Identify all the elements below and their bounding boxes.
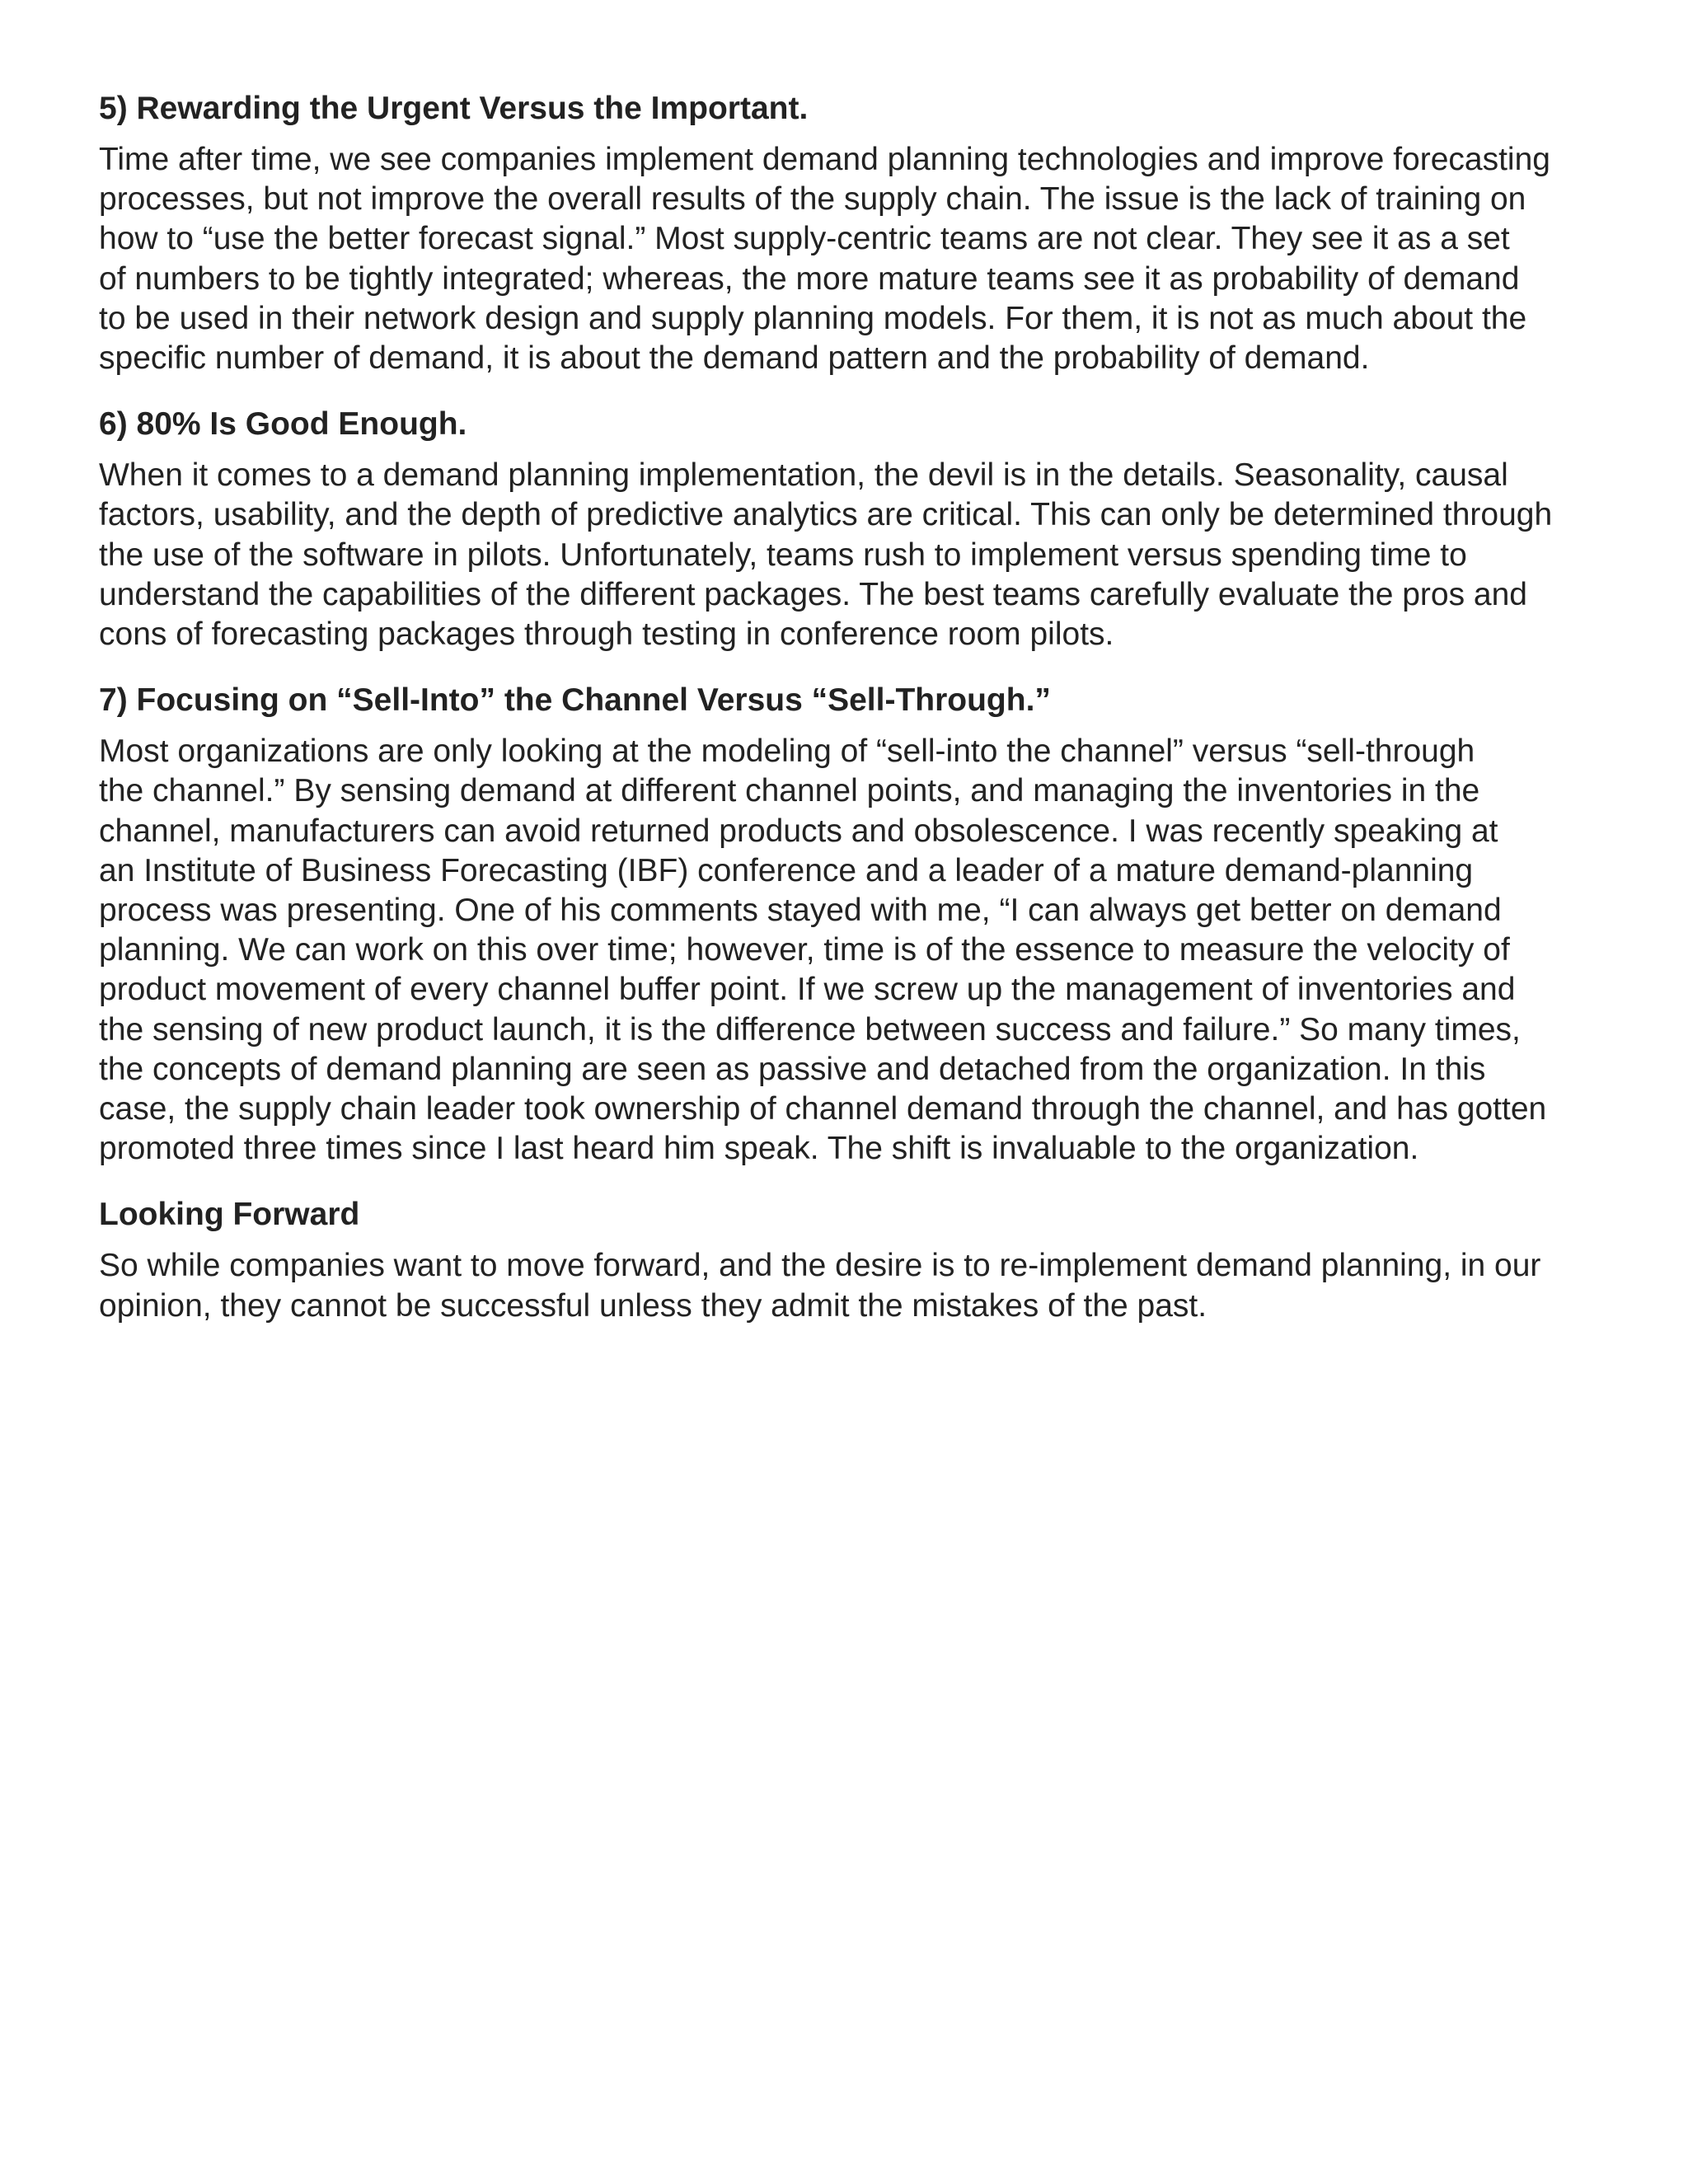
text-line: So while companies want to move forward, and the desire is to re-implement demand planning, in our	[99, 1248, 1541, 1284]
text-line: the use of the software in pilots. Unfortunately, teams rush to implement versus spending time to	[99, 537, 1467, 573]
text-line: the concepts of demand planning are seen as passive and detached from the organization. In this	[99, 1051, 1486, 1087]
section-heading: Looking Forward	[99, 1197, 360, 1233]
text-line: the channel.” By sensing demand at different channel points, and managing the inventories in the	[99, 773, 1480, 809]
section-heading: 7) Focusing on “Sell-Into” the Channel Versus “Sell-Through.”	[99, 682, 1051, 719]
text-line: planning. We can work on this over time; however, time is of the essence to measure the velocity of	[99, 932, 1510, 968]
text-line: Most organizations are only looking at the modeling of “sell-into the channel” versus “sell-through	[99, 733, 1475, 770]
text-line: opinion, they cannot be successful unless they admit the mistakes of the past.	[99, 1287, 1207, 1324]
text-line: to be used in their network design and supply planning models. For them, it is not as much about the	[99, 300, 1527, 336]
text-line: promoted three times since I last heard him speak. The shift is invaluable to the organization.	[99, 1131, 1419, 1167]
text-line: process was presenting. One of his comments stayed with me, “I can always get better on demand	[99, 893, 1502, 929]
document-page	[99, 89, 1607, 1352]
text-line: the sensing of new product launch, it is the difference between success and failure.” So many times,	[99, 1011, 1521, 1047]
text-line: processes, but not improve the overall results of the supply chain. The issue is the lack of training on	[99, 181, 1526, 218]
text-line: channel, manufacturers can avoid returned products and obsolescence. I was recently speaking at	[99, 813, 1498, 849]
section-paragraph	[99, 732, 1607, 1169]
text-line: how to “use the better forecast signal.” Most supply-centric teams are not clear. They see it as a set	[99, 221, 1510, 257]
section-paragraph	[99, 456, 1607, 654]
text-line: product movement of every channel buffer point. If we screw up the management of inventories and	[99, 972, 1516, 1008]
text-line: specific number of demand, it is about the demand pattern and the probability of demand.	[99, 340, 1370, 377]
section-heading: 5) Rewarding the Urgent Versus the Important.	[99, 91, 809, 126]
section-paragraph	[99, 140, 1607, 378]
section-looking-forward	[99, 1195, 1607, 1325]
section-good-enough	[99, 405, 1607, 654]
text-line: When it comes to a demand planning implementation, the devil is in the details. Seasonality, causal	[99, 457, 1508, 494]
text-line: understand the capabilities of the different packages. The best teams carefully evaluate the pros and	[99, 576, 1527, 612]
text-line: case, the supply chain leader took ownership of channel demand through the channel, and has gotten	[99, 1091, 1547, 1127]
section-paragraph	[99, 1246, 1607, 1325]
text-line: cons of forecasting packages through testing in conference room pilots.	[99, 616, 1114, 653]
text-line: an Institute of Business Forecasting (IBF) conference and a leader of a mature demand-planning	[99, 852, 1474, 888]
text-line: factors, usability, and the depth of predictive analytics are critical. This can only be determined through	[99, 497, 1553, 533]
section-heading: 6) 80% Is Good Enough.	[99, 406, 467, 443]
section-sell-into-channel	[99, 681, 1607, 1169]
section-rewarding-urgent	[99, 89, 1607, 378]
text-line: of numbers to be tightly integrated; whereas, the more mature teams see it as probability of demand	[99, 260, 1520, 297]
text-line: Time after time, we see companies implement demand planning technologies and improve forecasting	[99, 142, 1550, 177]
